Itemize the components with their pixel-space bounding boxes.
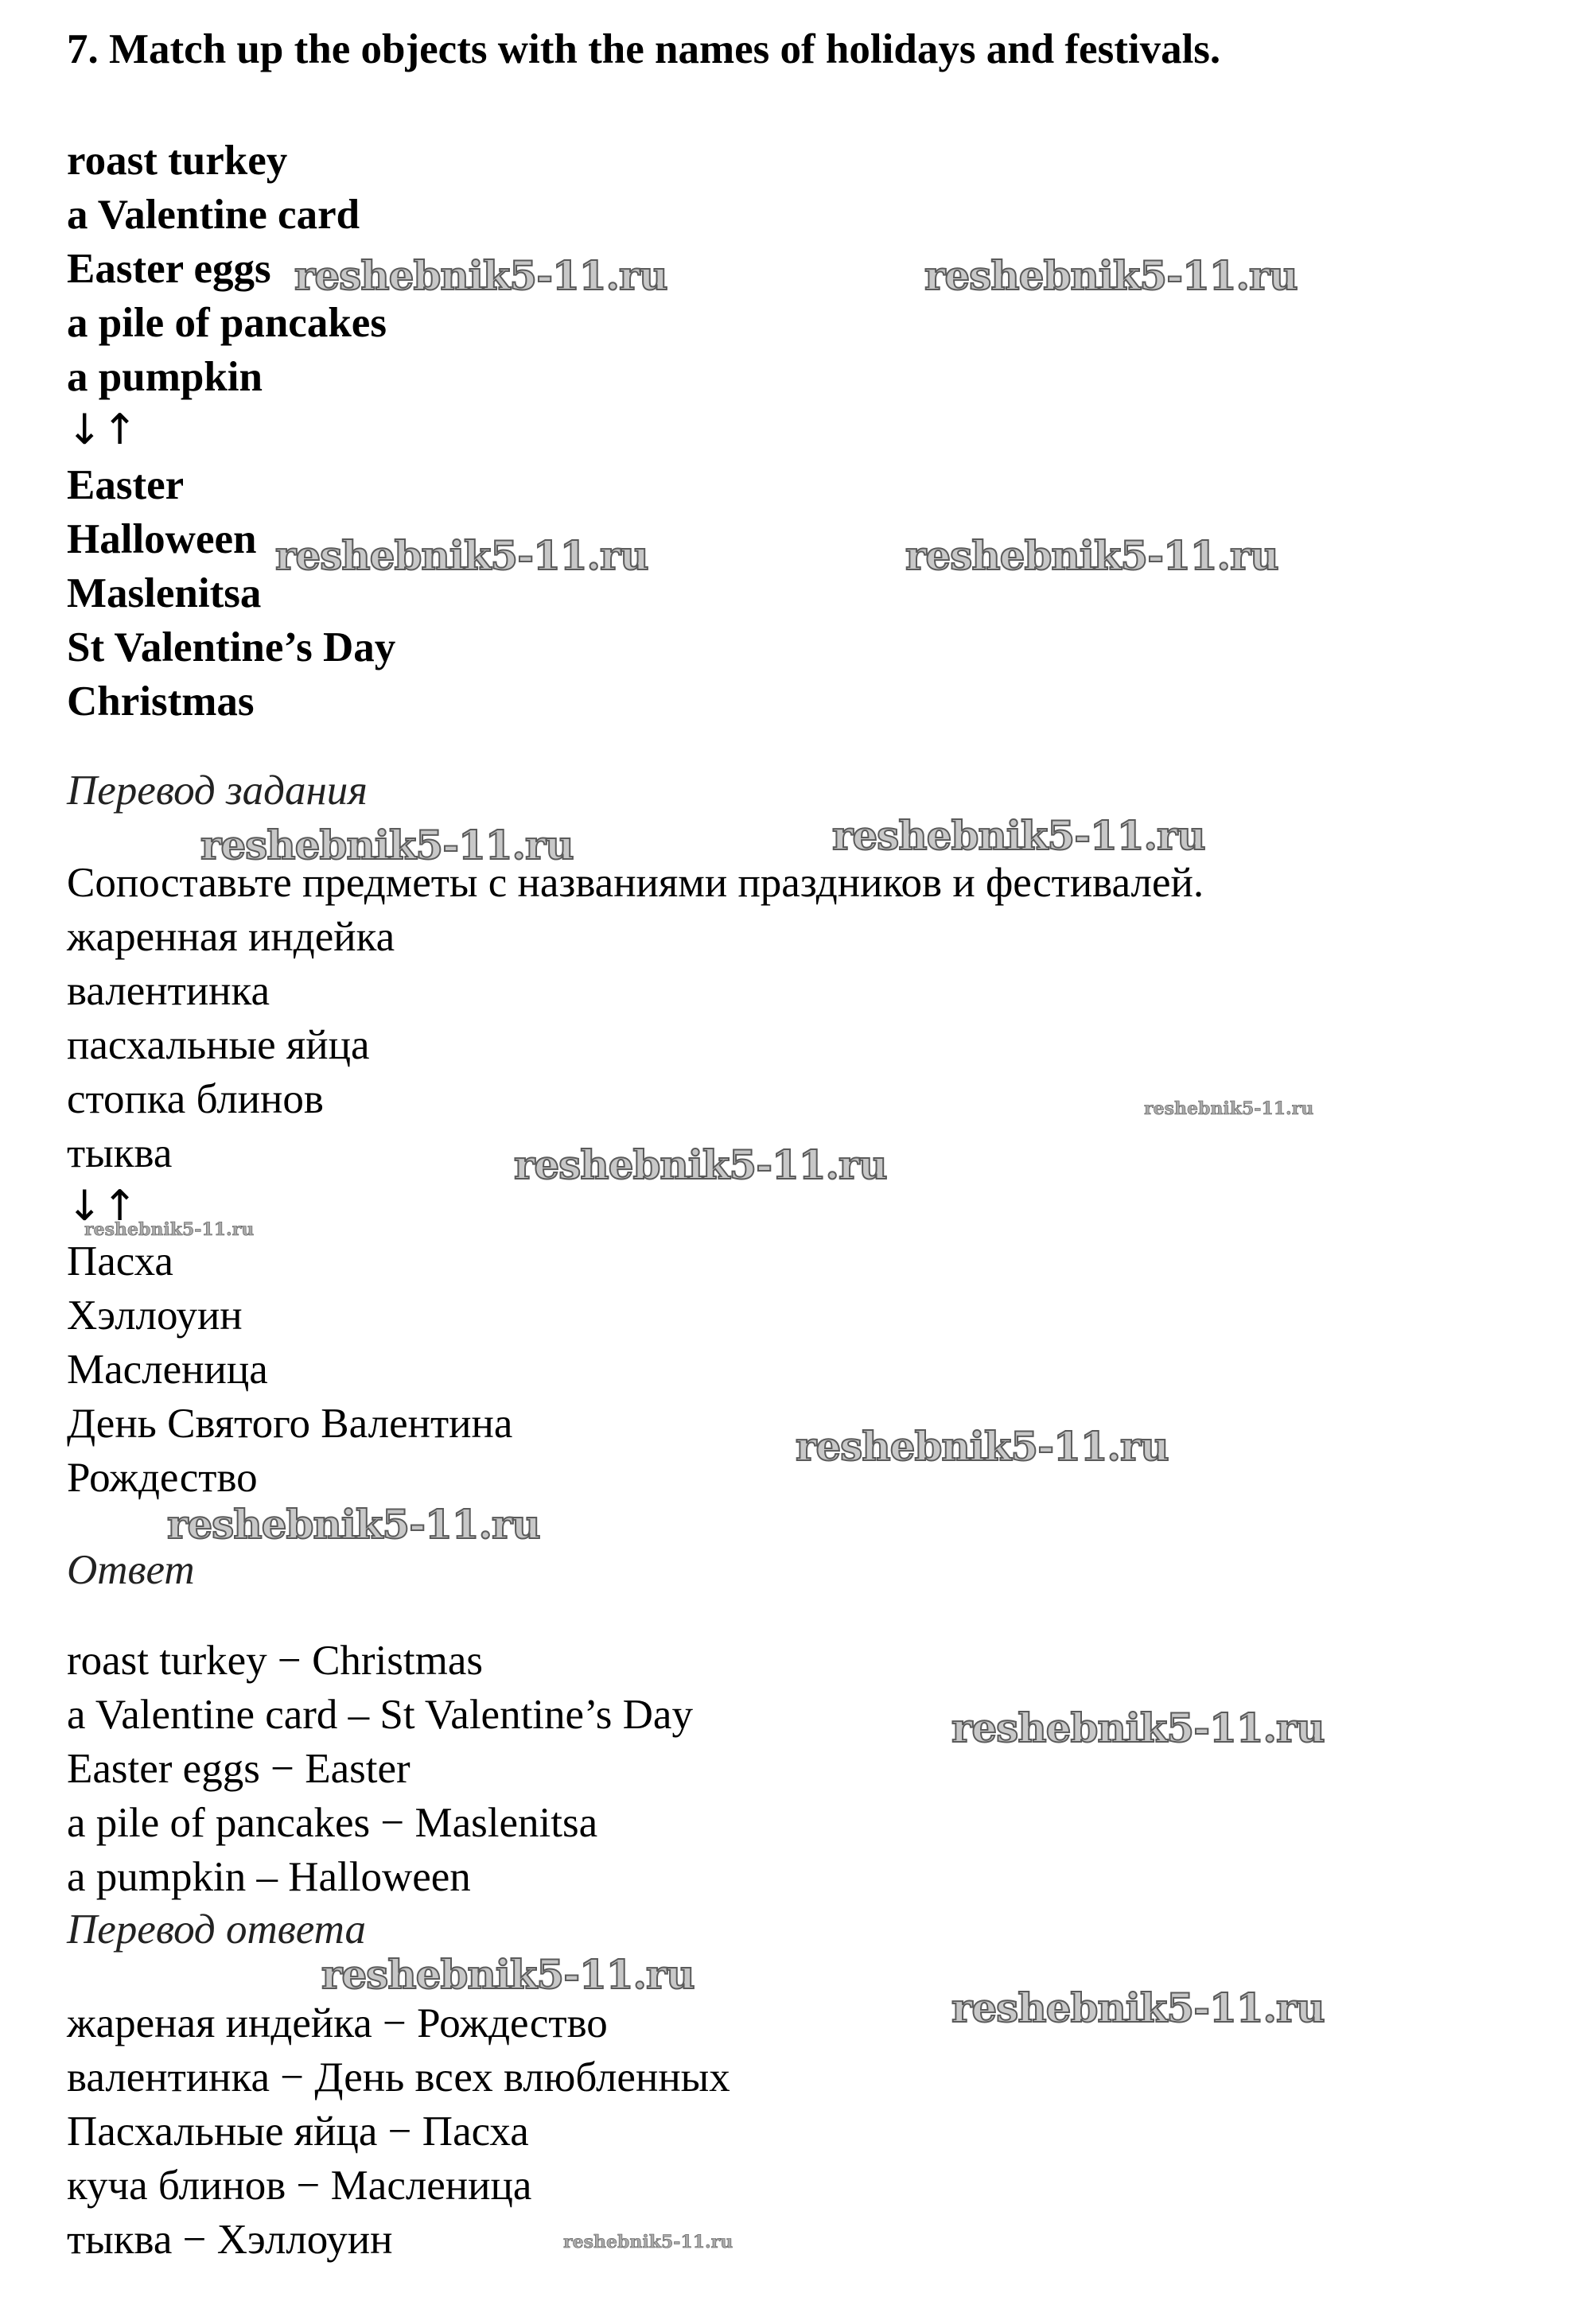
translated-object: валентинка [67,968,270,1014]
watermark: reshebnik5-11.ru [796,1423,1169,1470]
translated-answer-line: жареная индейка − Рождество [67,2000,608,2046]
watermark: reshebnik5-11.ru [951,1984,1325,2031]
watermark: reshebnik5-11.ru [951,1704,1325,1751]
translated-object: пасхальные яйца [67,1022,370,1068]
object-item: roast turkey [67,138,288,184]
watermark: reshebnik5-11.ru [832,812,1205,859]
translated-holiday: Пасха [67,1238,173,1284]
holiday-item: St Valentine’s Day [67,624,396,670]
watermark: reshebnik5-11.ru [563,2232,733,2252]
answer-line: a pile of pancakes − Maslenitsa [67,1800,598,1846]
task-title: 7. Match up the objects with the names of holidays and festivals. [67,26,1221,72]
answer-translation-heading: Перевод ответа [67,1906,367,1953]
object-item: a Valentine card [67,192,360,238]
holiday-item: Christmas [67,678,255,725]
match-arrows-translation: ↓↑ [67,1182,138,1230]
translated-object: стопка блинов [67,1076,324,1122]
watermark: reshebnik5-11.ru [200,822,574,869]
watermark: reshebnik5-11.ru [1144,1098,1314,1119]
holiday-item: Maslenitsa [67,570,262,616]
translated-holiday: День Святого Валентина [67,1401,513,1447]
answer-line: a Valentine card – St Valentine’s Day [67,1692,693,1738]
holiday-item: Easter [67,462,185,508]
translated-holiday: Хэллоуин [67,1292,243,1339]
translated-holiday: Масленица [67,1347,268,1393]
answer-heading: Ответ [67,1547,195,1593]
watermark: reshebnik5-11.ru [84,1219,255,1240]
watermark: reshebnik5-11.ru [321,1951,695,1998]
watermark: reshebnik5-11.ru [924,252,1298,299]
match-arrows: ↓↑ [67,406,138,454]
watermark: reshebnik5-11.ru [275,532,648,579]
watermark: reshebnik5-11.ru [167,1501,540,1548]
translation-intro: Сопоставьте предметы с названиями праздников и фестивалей. [67,860,1204,906]
object-item: a pumpkin [67,354,263,400]
answer-line: roast turkey − Christmas [67,1638,484,1684]
object-item: Easter eggs [67,246,271,292]
watermark: reshebnik5-11.ru [514,1141,887,1188]
holiday-item: Halloween [67,516,257,562]
watermark: reshebnik5-11.ru [294,252,667,299]
translated-object: тыква [67,1130,173,1176]
translated-answer-line: Пасхальные яйца − Пасха [67,2108,529,2155]
translated-holiday: Рождество [67,1455,258,1501]
translation-heading: Перевод задания [67,768,368,814]
translated-answer-line: куча блинов − Масленица [67,2163,532,2209]
translated-object: жаренная индейка [67,914,395,960]
translated-answer-line: валентинка − День всех влюбленных [67,2054,730,2101]
answer-line: a pumpkin – Halloween [67,1854,471,1900]
translated-answer-line: тыква − Хэллоуин [67,2217,393,2263]
answer-line: Easter eggs − Easter [67,1746,411,1792]
object-item: a pile of pancakes [67,300,387,346]
watermark: reshebnik5-11.ru [905,532,1278,579]
